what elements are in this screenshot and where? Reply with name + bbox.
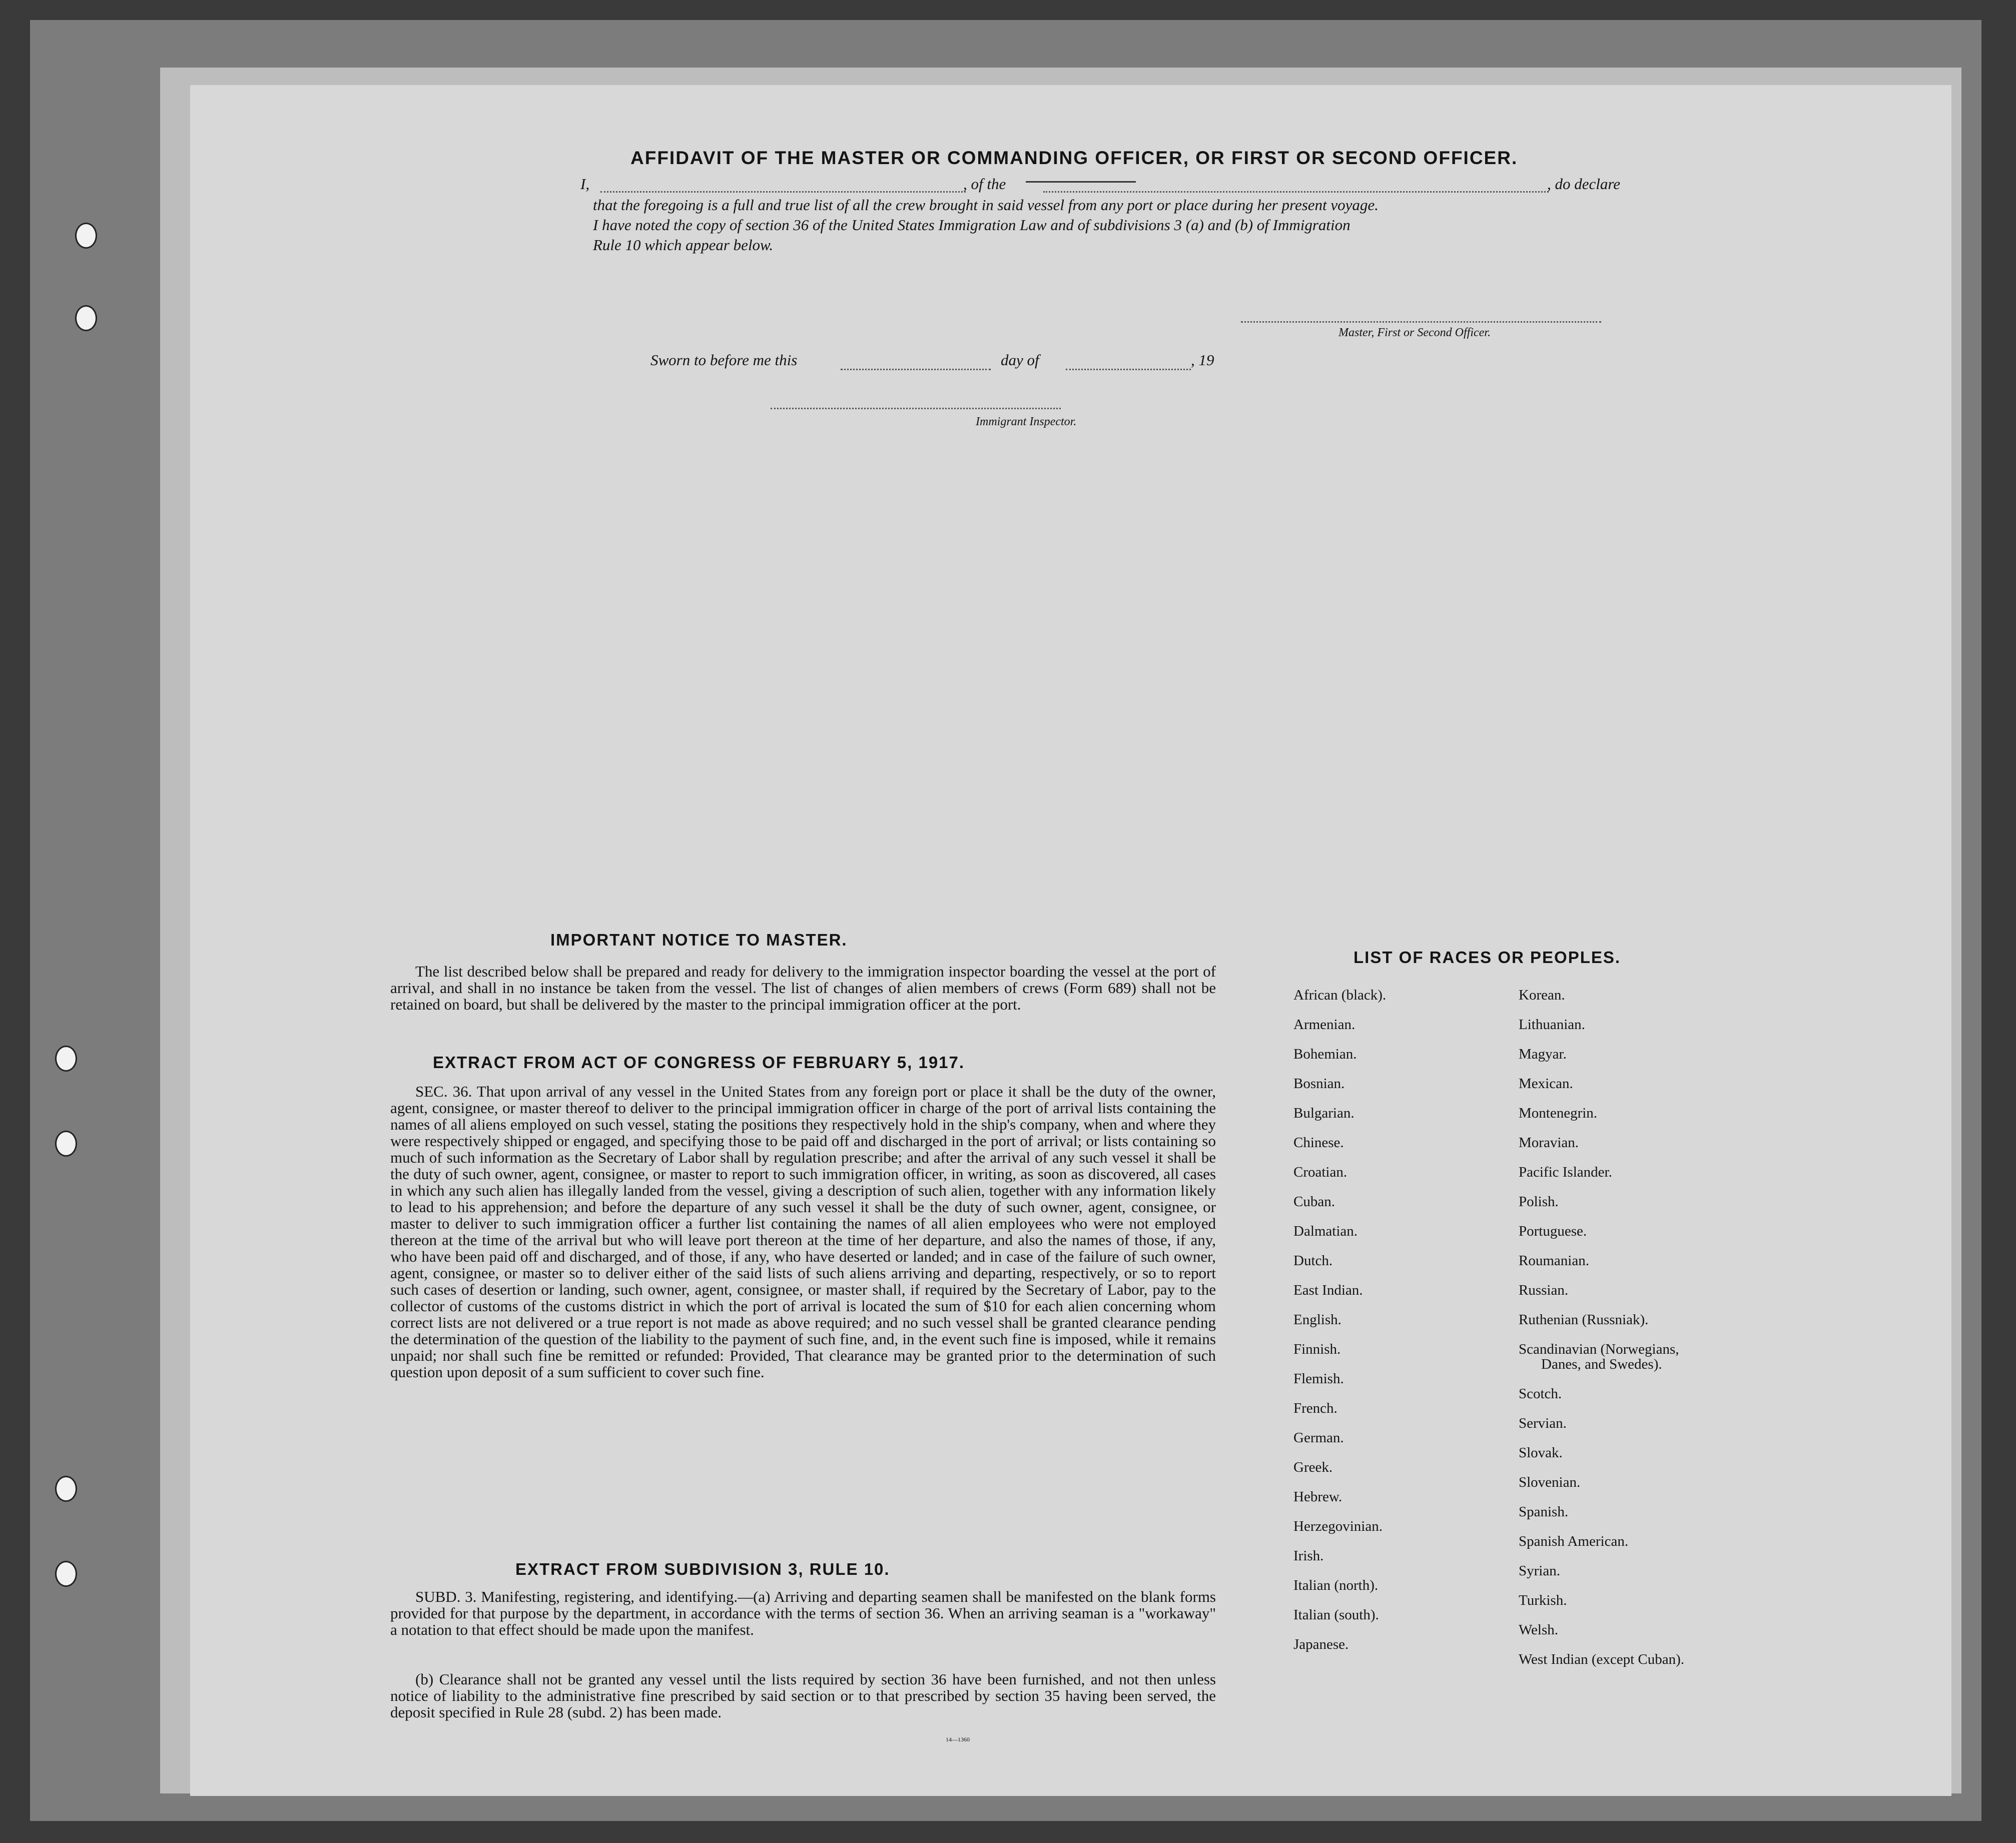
form-code: 14—1360 [946, 1736, 970, 1743]
inspector-signature-line [771, 408, 1061, 409]
race-item: Slovenian. [1519, 1474, 1581, 1490]
rule-extract-body-a: SUBD. 3. Manifesting, registering, and identifying.—(a) Arriving and departing seamen shall be manifested on the blank forms provided for that purpose by the department, in accordance with the terms of section 36. When an arriving seaman is a "workaway" a notation to that effect should be made upon the manifest. [390, 1588, 1216, 1638]
race-item: Bosnian. [1293, 1076, 1345, 1092]
race-item: Ruthenian (Russniak). [1519, 1312, 1649, 1328]
punch-hole-icon [75, 223, 97, 249]
race-item: Dalmatian. [1293, 1223, 1358, 1239]
race-item: Montenegrin. [1519, 1105, 1598, 1121]
race-item: Mexican. [1519, 1076, 1573, 1092]
race-item: Russian. [1519, 1282, 1569, 1298]
race-item: Welsh. [1519, 1622, 1559, 1638]
sworn-label: Sworn to before me this [650, 351, 798, 369]
affidavit-line-4: Rule 10 which appear below. [593, 236, 774, 254]
sworn-day-blank [841, 369, 991, 370]
punch-hole-icon [75, 305, 97, 331]
race-item: Finnish. [1293, 1341, 1341, 1357]
day-of-label: day of [1001, 351, 1039, 369]
punch-hole-icon [55, 1561, 77, 1587]
race-item: Pacific Islander. [1519, 1164, 1612, 1180]
punch-hole-icon [55, 1476, 77, 1502]
race-item: Bohemian. [1293, 1046, 1357, 1062]
race-item: Bulgarian. [1293, 1105, 1355, 1121]
rule-extract-title: EXTRACT FROM SUBDIVISION 3, RULE 10. [515, 1560, 890, 1578]
race-item: Roumanian. [1519, 1253, 1589, 1269]
race-item: African (black). [1293, 987, 1387, 1003]
punch-hole-icon [55, 1131, 77, 1157]
race-item: Moravian. [1519, 1135, 1579, 1151]
affidavit-line-2: that the foregoing is a full and true list of all the crew brought in said vessel from any port or place during her present voyage. [593, 196, 1379, 214]
race-item: Scandinavian (Norwegians, [1519, 1341, 1679, 1357]
races-right-column [1519, 981, 1684, 1674]
race-item: Portuguese. [1519, 1223, 1587, 1239]
race-item: Armenian. [1293, 1017, 1356, 1033]
master-signature-label: Master, First or Second Officer. [1338, 326, 1491, 339]
race-item: Greek. [1293, 1459, 1333, 1475]
inspector-label: Immigrant Inspector. [976, 415, 1077, 428]
race-item: English. [1293, 1312, 1341, 1328]
race-item: Herzegovinian. [1293, 1518, 1383, 1534]
name-blank [600, 191, 966, 193]
sworn-month-blank [1066, 369, 1191, 370]
race-item: Cuban. [1293, 1194, 1335, 1210]
race-item: Turkish. [1519, 1592, 1567, 1608]
race-item: Italian (north). [1293, 1577, 1379, 1593]
race-item: Croatian. [1293, 1164, 1348, 1180]
race-item: Lithuanian. [1519, 1017, 1585, 1033]
affidavit-line-3: I have noted the copy of section 36 of the United States Immigration Law and of subdivisions 3 (a) and (b) of Immigration [593, 216, 1351, 234]
races-title: LIST OF RACES OR PEOPLES. [1354, 948, 1621, 967]
race-item: French. [1293, 1400, 1337, 1416]
races-left-column [1293, 981, 1386, 1659]
race-item: Slovak. [1519, 1445, 1563, 1461]
race-item: Chinese. [1293, 1135, 1344, 1151]
race-item: Scotch. [1519, 1386, 1562, 1402]
do-declare-label: , do declare [1547, 175, 1621, 193]
race-item: Danes, and Swedes). [1541, 1356, 1662, 1372]
race-item: Dutch. [1293, 1253, 1333, 1269]
race-item: Spanish. [1519, 1504, 1569, 1520]
race-item: Servian. [1519, 1415, 1567, 1431]
race-item: Polish. [1519, 1194, 1559, 1210]
act-extract-body: SEC. 36. That upon arrival of any vessel in the United States from any foreign port or place it shall be the duty of the owner, agent, consignee, or master thereof to deliver to the principal immigration officer in charge of the port of arrival lists containing the names of all aliens employed on such vessel, stating the positions they respectively hold in the ship's company, when and where they were respectively shipped or engaged, and specifying those to be paid off and discharged in the port of arrival; or lists containing so much of such information as the Secretary of Labor shall by regulation prescribe; and after the arrival of any such vessel it shall be the duty of such owner, agent, consignee, or master to report to such immigration officer, in writing, as soon as discovered, all cases in which any such alien has illegally landed from the vessel, giving a description of such alien, together with any information likely to lead to his apprehension; and before the departure of any such vessel it shall be the duty of such owner, agent, consignee, or master to deliver to such immigration officer a further list containing the names of all alien employees who were not employed thereon at the time of the arrival but who will leave port thereon at the time of her departure, and also the names of those, if any, who have been paid off and discharged, and of those, if any, who have deserted or landed; and in case of the failure of such owner, agent, consignee, or master so to deliver either of the said lists of such aliens arriving and departing, respectively, or so to report such cases of desertion or landing, such owner, agent, consignee, or master shall, if required by the Secretary of Labor, pay to the collector of customs of the customs district in which the port of arrival is located the sum of $10 for each alien concerning whom correct lists are not delivered or a true report is not made as above required; and no such vessel shall be granted clearance pending the determination of the question of the liability to the payment of such fine, and, in the event such fine is imposed, while it remains unpaid; nor shall such fine be remitted or refunded: Provided, That clearance may be granted prior to the determination of such question upon deposit of a sum sufficient to cover such fine. [390, 1083, 1216, 1381]
race-item: Magyar. [1519, 1046, 1567, 1062]
race-item: West Indian (except Cuban). [1519, 1651, 1685, 1667]
race-item: East Indian. [1293, 1282, 1363, 1298]
year-label: , 19 [1191, 351, 1214, 369]
master-signature-line [1241, 321, 1601, 323]
affidavit-title: AFFIDAVIT OF THE MASTER OR COMMANDING OFFICER, OR FIRST OR SECOND OFFICER. [630, 148, 1518, 168]
race-item: Syrian. [1519, 1563, 1560, 1579]
vessel-blank [1043, 191, 1549, 193]
of-the-label: , of the [963, 175, 1006, 193]
act-extract-title: EXTRACT FROM ACT OF CONGRESS OF FEBRUARY 5, 1917. [433, 1053, 965, 1072]
race-item: Spanish American. [1519, 1533, 1629, 1549]
title-underline [1026, 181, 1136, 183]
race-item: Flemish. [1293, 1371, 1344, 1387]
race-item: German. [1293, 1430, 1344, 1446]
i-label: I, [580, 175, 590, 193]
race-item: Irish. [1293, 1548, 1324, 1564]
race-item: Italian (south). [1293, 1607, 1379, 1623]
notice-title: IMPORTANT NOTICE TO MASTER. [550, 931, 848, 949]
race-item: Hebrew. [1293, 1489, 1342, 1505]
rule-extract-body-b: (b) Clearance shall not be granted any vessel until the lists required by section 36 have been furnished, and not then unless notice of liability to the administrative fine prescribed by said section or to that prescribed by section 35 having been served, the deposit specified in Rule 28 (subd. 2) has been made. [390, 1670, 1216, 1721]
form-page [190, 85, 1951, 1796]
race-item: Korean. [1519, 987, 1565, 1003]
punch-hole-icon [55, 1046, 77, 1072]
race-item: Japanese. [1293, 1636, 1349, 1652]
notice-body: The list described below shall be prepared and ready for delivery to the immigration inspector boarding the vessel at the port of arrival, and shall in no instance be taken from the vessel. The list of changes of alien members of crews (Form 689) shall not be retained on board, but shall be delivered by the master to the principal immigration officer at the port. [390, 963, 1216, 1013]
